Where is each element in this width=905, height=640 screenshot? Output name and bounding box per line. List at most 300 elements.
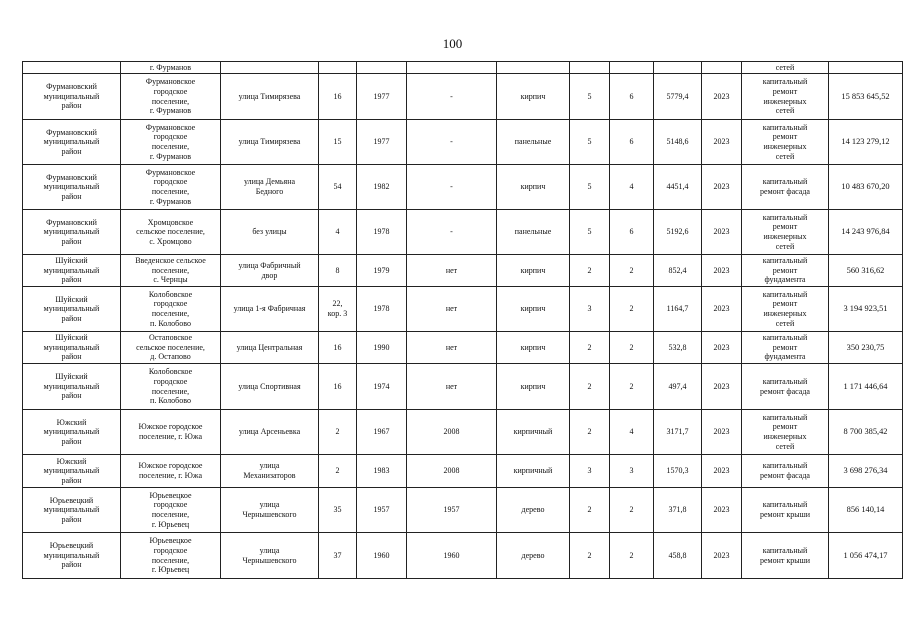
entrances-text: 4 [629,182,634,192]
work-type-text: капитальный ремонт инженерных сетей [762,77,808,116]
year-reconstructed-text: нет [445,265,458,275]
cost-text: 3 194 923,51 [843,304,888,314]
district-text: Фурмановский муниципальный район [43,82,100,111]
table-row [23,120,903,165]
area-text: 5779,4 [666,91,689,101]
cell-area [654,533,702,579]
settlement-text: Юрьевецкое городское поселение, г. Юрьевец [149,490,192,529]
cell-street [221,255,319,287]
wall-material-text: кирпич [520,304,546,314]
year-planned-text: 2023 [713,466,730,476]
cell-district [23,74,121,120]
settlement-text: Колобовское городское поселение, п. Колобово [148,289,193,328]
table-body [23,62,903,579]
cell-year-reconstructed [407,255,497,287]
year-planned-text: 2023 [713,550,730,560]
street-text: улица Механизаторов [243,461,296,480]
year-reconstructed-text: нет [445,304,458,314]
cell-district [23,255,121,287]
wall-material-text: кирпич [520,265,546,275]
cell-wall-material [497,165,570,210]
cell-work-type [742,488,829,533]
cell-street [221,332,319,364]
cell-cost [829,533,903,579]
cell-floors [570,410,610,455]
cell-area [654,287,702,332]
year-planned-text: 2023 [713,137,730,147]
cost-text: 350 230,75 [846,342,885,352]
house-text: 16 [333,91,342,101]
table-row [23,332,903,364]
house-text: 4 [335,227,340,237]
year-built-text: 1974 [373,381,390,391]
cost-text: 14 243 976,84 [841,227,890,237]
year-built-text: 1978 [373,304,390,314]
table-row [23,165,903,210]
table-row [23,287,903,332]
year-reconstructed-text: нет [445,381,458,391]
street-text: улица Чернышевского [242,500,297,519]
cell-year-reconstructed [407,165,497,210]
cell-year-built [357,165,407,210]
district-text: Южский муниципальный район [43,456,100,485]
cell-floors [570,165,610,210]
cost-text: 15 853 645,52 [841,91,890,101]
house-text: 15 [333,137,342,147]
year-built-text: 1983 [373,466,390,476]
cell-street [221,364,319,410]
settlement-text: Фурмановское городское поселение, г. Фурманов [145,77,196,116]
cell-year-planned [702,210,742,255]
cell-year-planned [702,332,742,364]
cell-year-reconstructed [407,364,497,410]
cell-settlement [121,455,221,488]
year-built-text: 1990 [373,342,390,352]
cell-floors [570,210,610,255]
area-text: 532,8 [668,342,687,352]
table-row [23,255,903,287]
entrances-text: 2 [629,304,634,314]
cell-entrances [610,533,654,579]
entrances-text: 6 [629,227,634,237]
work-type-text: капитальный ремонт крыши [759,500,811,519]
area-text: 497,4 [668,381,687,391]
settlement-text: Южское городское поселение, г. Южа [138,422,203,441]
cell-settlement [121,332,221,364]
cell-cost [829,255,903,287]
cell-house [319,455,357,488]
page-number: 100 [442,36,463,51]
cell-area [654,410,702,455]
cell-house [319,533,357,579]
district-text: Шуйский муниципальный район [43,294,100,323]
street-text: улица Центральная [236,342,303,352]
year-reconstructed-text: - [450,91,453,101]
district-text: Шуйский муниципальный район [43,372,100,401]
area-text: 458,8 [668,550,687,560]
cell-cost [829,165,903,210]
cell-cost [829,332,903,364]
house-text: 22, кор. 3 [327,299,348,318]
floors-text: 5 [587,137,592,147]
cell-year-built [357,255,407,287]
cell-house [319,62,357,74]
cell-house [319,255,357,287]
district-text: Шуйский муниципальный район [43,333,100,362]
entrances-text: 2 [629,381,634,391]
cell-street [221,410,319,455]
floors-text: 5 [587,182,592,192]
cell-street [221,455,319,488]
work-type-text: капитальный ремонт фасада [760,461,810,480]
cell-settlement [121,165,221,210]
cell-cost [829,287,903,332]
cell-year-reconstructed [407,210,497,255]
cell-floors [570,287,610,332]
cell-wall-material [497,120,570,165]
cell-year-reconstructed [407,332,497,364]
cell-area [654,74,702,120]
cell-house [319,488,357,533]
cell-district [23,287,121,332]
entrances-text: 2 [629,342,634,352]
floors-text: 2 [587,342,592,352]
cell-house [319,165,357,210]
cell-entrances [610,210,654,255]
area-text: 1570,3 [666,466,689,476]
cell-work-type [742,74,829,120]
cost-text: 1 056 474,17 [843,550,888,560]
year-planned-text: 2023 [713,91,730,101]
cell-year-built [357,332,407,364]
year-built-text: 1967 [373,427,390,437]
street-text: улица Демьяна Бедного [243,177,296,196]
cell-year-planned [702,120,742,165]
area-text: 5192,6 [666,227,689,237]
street-text: улица Фабричный двор [238,260,301,280]
cell-work-type [742,120,829,165]
cell-entrances [610,332,654,364]
cell-entrances [610,62,654,74]
floors-text: 3 [587,466,592,476]
year-reconstructed-text: - [450,227,453,237]
cell-settlement [121,62,221,74]
street-text: улица Арсеньевка [238,427,301,437]
entrances-text: 2 [629,265,634,275]
cost-text: 560 316,62 [846,265,885,275]
entrances-text: 4 [629,427,634,437]
cell-wall-material [497,364,570,410]
table-row [23,488,903,533]
cell-wall-material [497,455,570,488]
floors-text: 2 [587,505,592,515]
year-reconstructed-text: 1960 [443,550,460,560]
area-text: 1164,7 [666,304,689,314]
cell-year-built [357,364,407,410]
cell-street [221,210,319,255]
district-text: Юрьевецкий муниципальный район [43,495,100,524]
district-text: Фурмановский муниципальный район [43,217,100,246]
cell-district [23,410,121,455]
work-type-text: капитальный ремонт инженерных сетей [762,289,808,328]
area-text: 4451,4 [666,182,689,192]
cell-cost [829,455,903,488]
cell-district [23,120,121,165]
cell-street [221,533,319,579]
cell-work-type [742,287,829,332]
cell-wall-material [497,255,570,287]
street-text: без улицы [252,227,287,237]
settlement-text: Южское городское поселение, г. Южа [138,461,203,480]
cell-floors [570,332,610,364]
house-text: 16 [333,381,342,391]
cell-year-planned [702,364,742,410]
cost-text: 1 171 446,64 [843,381,888,391]
cell-house [319,120,357,165]
table-row [23,455,903,488]
year-reconstructed-text: - [450,182,453,192]
cell-work-type [742,455,829,488]
year-built-text: 1977 [373,137,390,147]
table-row [23,410,903,455]
wall-material-text: кирпич [520,381,546,391]
district-text: Фурмановский муниципальный район [43,172,100,201]
cell-floors [570,488,610,533]
cell-wall-material [497,287,570,332]
cell-cost [829,120,903,165]
floors-text: 2 [587,427,592,437]
cell-work-type [742,332,829,364]
floors-text: 2 [587,550,592,560]
cell-year-planned [702,165,742,210]
cell-district [23,488,121,533]
floors-text: 3 [587,304,592,314]
cell-wall-material [497,410,570,455]
cell-area [654,120,702,165]
street-text: улица 1-я Фабричная [233,304,306,314]
cell-street [221,488,319,533]
cell-year-built [357,533,407,579]
district-text: Южский муниципальный район [43,417,100,446]
cost-text: 14 123 279,12 [841,137,890,147]
cell-year-planned [702,62,742,74]
cell-area [654,165,702,210]
work-type-text: капитальный ремонт крыши [759,545,811,565]
cell-entrances [610,74,654,120]
cell-area [654,332,702,364]
cell-work-type [742,255,829,287]
cell-wall-material [497,332,570,364]
cell-floors [570,533,610,579]
cost-text: 3 698 276,34 [843,466,888,476]
cell-floors [570,120,610,165]
cell-work-type [742,533,829,579]
cell-year-built [357,287,407,332]
area-text: 5148,6 [666,137,689,147]
year-built-text: 1960 [373,550,390,560]
cell-district [23,364,121,410]
cell-street [221,165,319,210]
year-built-text: 1977 [373,91,390,101]
cell-entrances [610,410,654,455]
house-text: 37 [333,550,342,560]
cell-entrances [610,488,654,533]
settlement-text: Фурмановское городское поселение, г. Фурманов [145,122,196,161]
cell-floors [570,255,610,287]
settlement-text: г. Фурманов [149,62,192,72]
district-text: Юрьевецкий муниципальный район [43,541,100,570]
cell-year-built [357,488,407,533]
cell-year-reconstructed [407,74,497,120]
cell-settlement [121,410,221,455]
district-text: Фурмановский муниципальный район [43,127,100,156]
cell-settlement [121,120,221,165]
cell-floors [570,455,610,488]
wall-material-text: панельные [514,137,552,147]
street-text: улица Тимирязева [238,137,301,147]
cell-work-type [742,410,829,455]
work-type-text: сетей [775,62,795,72]
entrances-text: 2 [629,550,634,560]
cell-district [23,165,121,210]
district-text: Шуйский муниципальный район [43,256,100,285]
cell-wall-material [497,210,570,255]
cell-house [319,364,357,410]
cell-year-planned [702,455,742,488]
year-planned-text: 2023 [713,381,730,391]
floors-text: 5 [587,91,592,101]
house-text: 35 [333,505,342,515]
cell-year-built [357,410,407,455]
year-built-text: 1982 [373,182,390,192]
cell-year-reconstructed [407,62,497,74]
cell-entrances [610,165,654,210]
settlement-text: Юрьевецкое городское поселение, г. Юрьевец [149,536,192,575]
table-row [23,533,903,579]
year-reconstructed-text: 2008 [443,466,460,476]
wall-material-text: кирпич [520,182,546,192]
table-row-continuation [23,62,903,74]
cell-entrances [610,455,654,488]
street-text: улица Тимирязева [238,91,301,101]
house-text: 8 [335,265,340,275]
cell-entrances [610,255,654,287]
cost-text: 856 140,14 [846,505,885,515]
wall-material-text: дерево [521,505,545,515]
street-text: улица Чернышевского [242,545,297,565]
cell-district [23,455,121,488]
area-text: 371,8 [668,505,687,515]
cell-work-type [742,210,829,255]
cell-area [654,62,702,74]
cell-year-built [357,62,407,74]
cell-year-planned [702,533,742,579]
wall-material-text: кирпичный [513,466,553,476]
cell-floors [570,364,610,410]
settlement-text: Колобовское городское поселение, п. Колобово [148,367,193,406]
cell-work-type [742,62,829,74]
cell-street [221,287,319,332]
work-type-text: капитальный ремонт инженерных сетей [762,122,808,161]
cell-year-reconstructed [407,455,497,488]
cell-cost [829,410,903,455]
entrances-text: 3 [629,466,634,476]
cell-entrances [610,364,654,410]
cell-entrances [610,287,654,332]
year-planned-text: 2023 [713,182,730,192]
cell-area [654,455,702,488]
cell-year-planned [702,255,742,287]
entrances-text: 6 [629,137,634,147]
cell-settlement [121,287,221,332]
cell-district [23,210,121,255]
wall-material-text: кирпичный [513,427,553,437]
year-reconstructed-text: - [450,137,453,147]
house-text: 2 [335,427,340,437]
street-text: улица Спортивная [238,381,301,391]
area-text: 3171,7 [666,427,689,437]
cell-year-planned [702,74,742,120]
wall-material-text: дерево [521,550,545,560]
cost-text: 8 700 385,42 [843,427,888,437]
cell-year-reconstructed [407,410,497,455]
settlement-text: Остаповское сельское поселение, д. Остапово [136,333,205,362]
cell-house [319,74,357,120]
cell-area [654,255,702,287]
year-reconstructed-text: 1957 [443,505,460,515]
cell-street [221,74,319,120]
cell-area [654,488,702,533]
entrances-text: 2 [629,505,634,515]
year-reconstructed-text: нет [445,342,458,352]
cell-year-built [357,210,407,255]
cell-year-planned [702,410,742,455]
work-type-text: капитальный ремонт инженерных сетей [762,212,808,251]
cell-year-reconstructed [407,533,497,579]
cell-entrances [610,120,654,165]
cell-work-type [742,364,829,410]
cell-district [23,533,121,579]
work-type-text: капитальный ремонт фасада [760,376,810,396]
cell-floors [570,74,610,120]
work-type-text: капитальный ремонт инженерных сетей [762,412,808,451]
floors-text: 2 [587,381,592,391]
settlement-text: Введенское сельское поселение, с. Чернцы [135,256,206,285]
year-built-text: 1957 [373,505,390,515]
table-row [23,210,903,255]
cell-street [221,62,319,74]
cell-year-reconstructed [407,287,497,332]
cell-wall-material [497,62,570,74]
floors-text: 2 [587,265,592,275]
cell-house [319,210,357,255]
cell-year-planned [702,488,742,533]
year-planned-text: 2023 [713,227,730,237]
cell-year-reconstructed [407,120,497,165]
work-type-text: капитальный ремонт фундамента [762,256,808,285]
cost-text: 10 483 670,20 [841,182,890,192]
cell-cost [829,364,903,410]
cell-area [654,210,702,255]
year-planned-text: 2023 [713,342,730,352]
year-built-text: 1978 [373,227,390,237]
cell-settlement [121,74,221,120]
work-type-text: капитальный ремонт фундамента [762,333,808,362]
cell-year-built [357,74,407,120]
house-text: 16 [333,342,342,352]
year-built-text: 1979 [373,265,390,275]
cell-settlement [121,210,221,255]
